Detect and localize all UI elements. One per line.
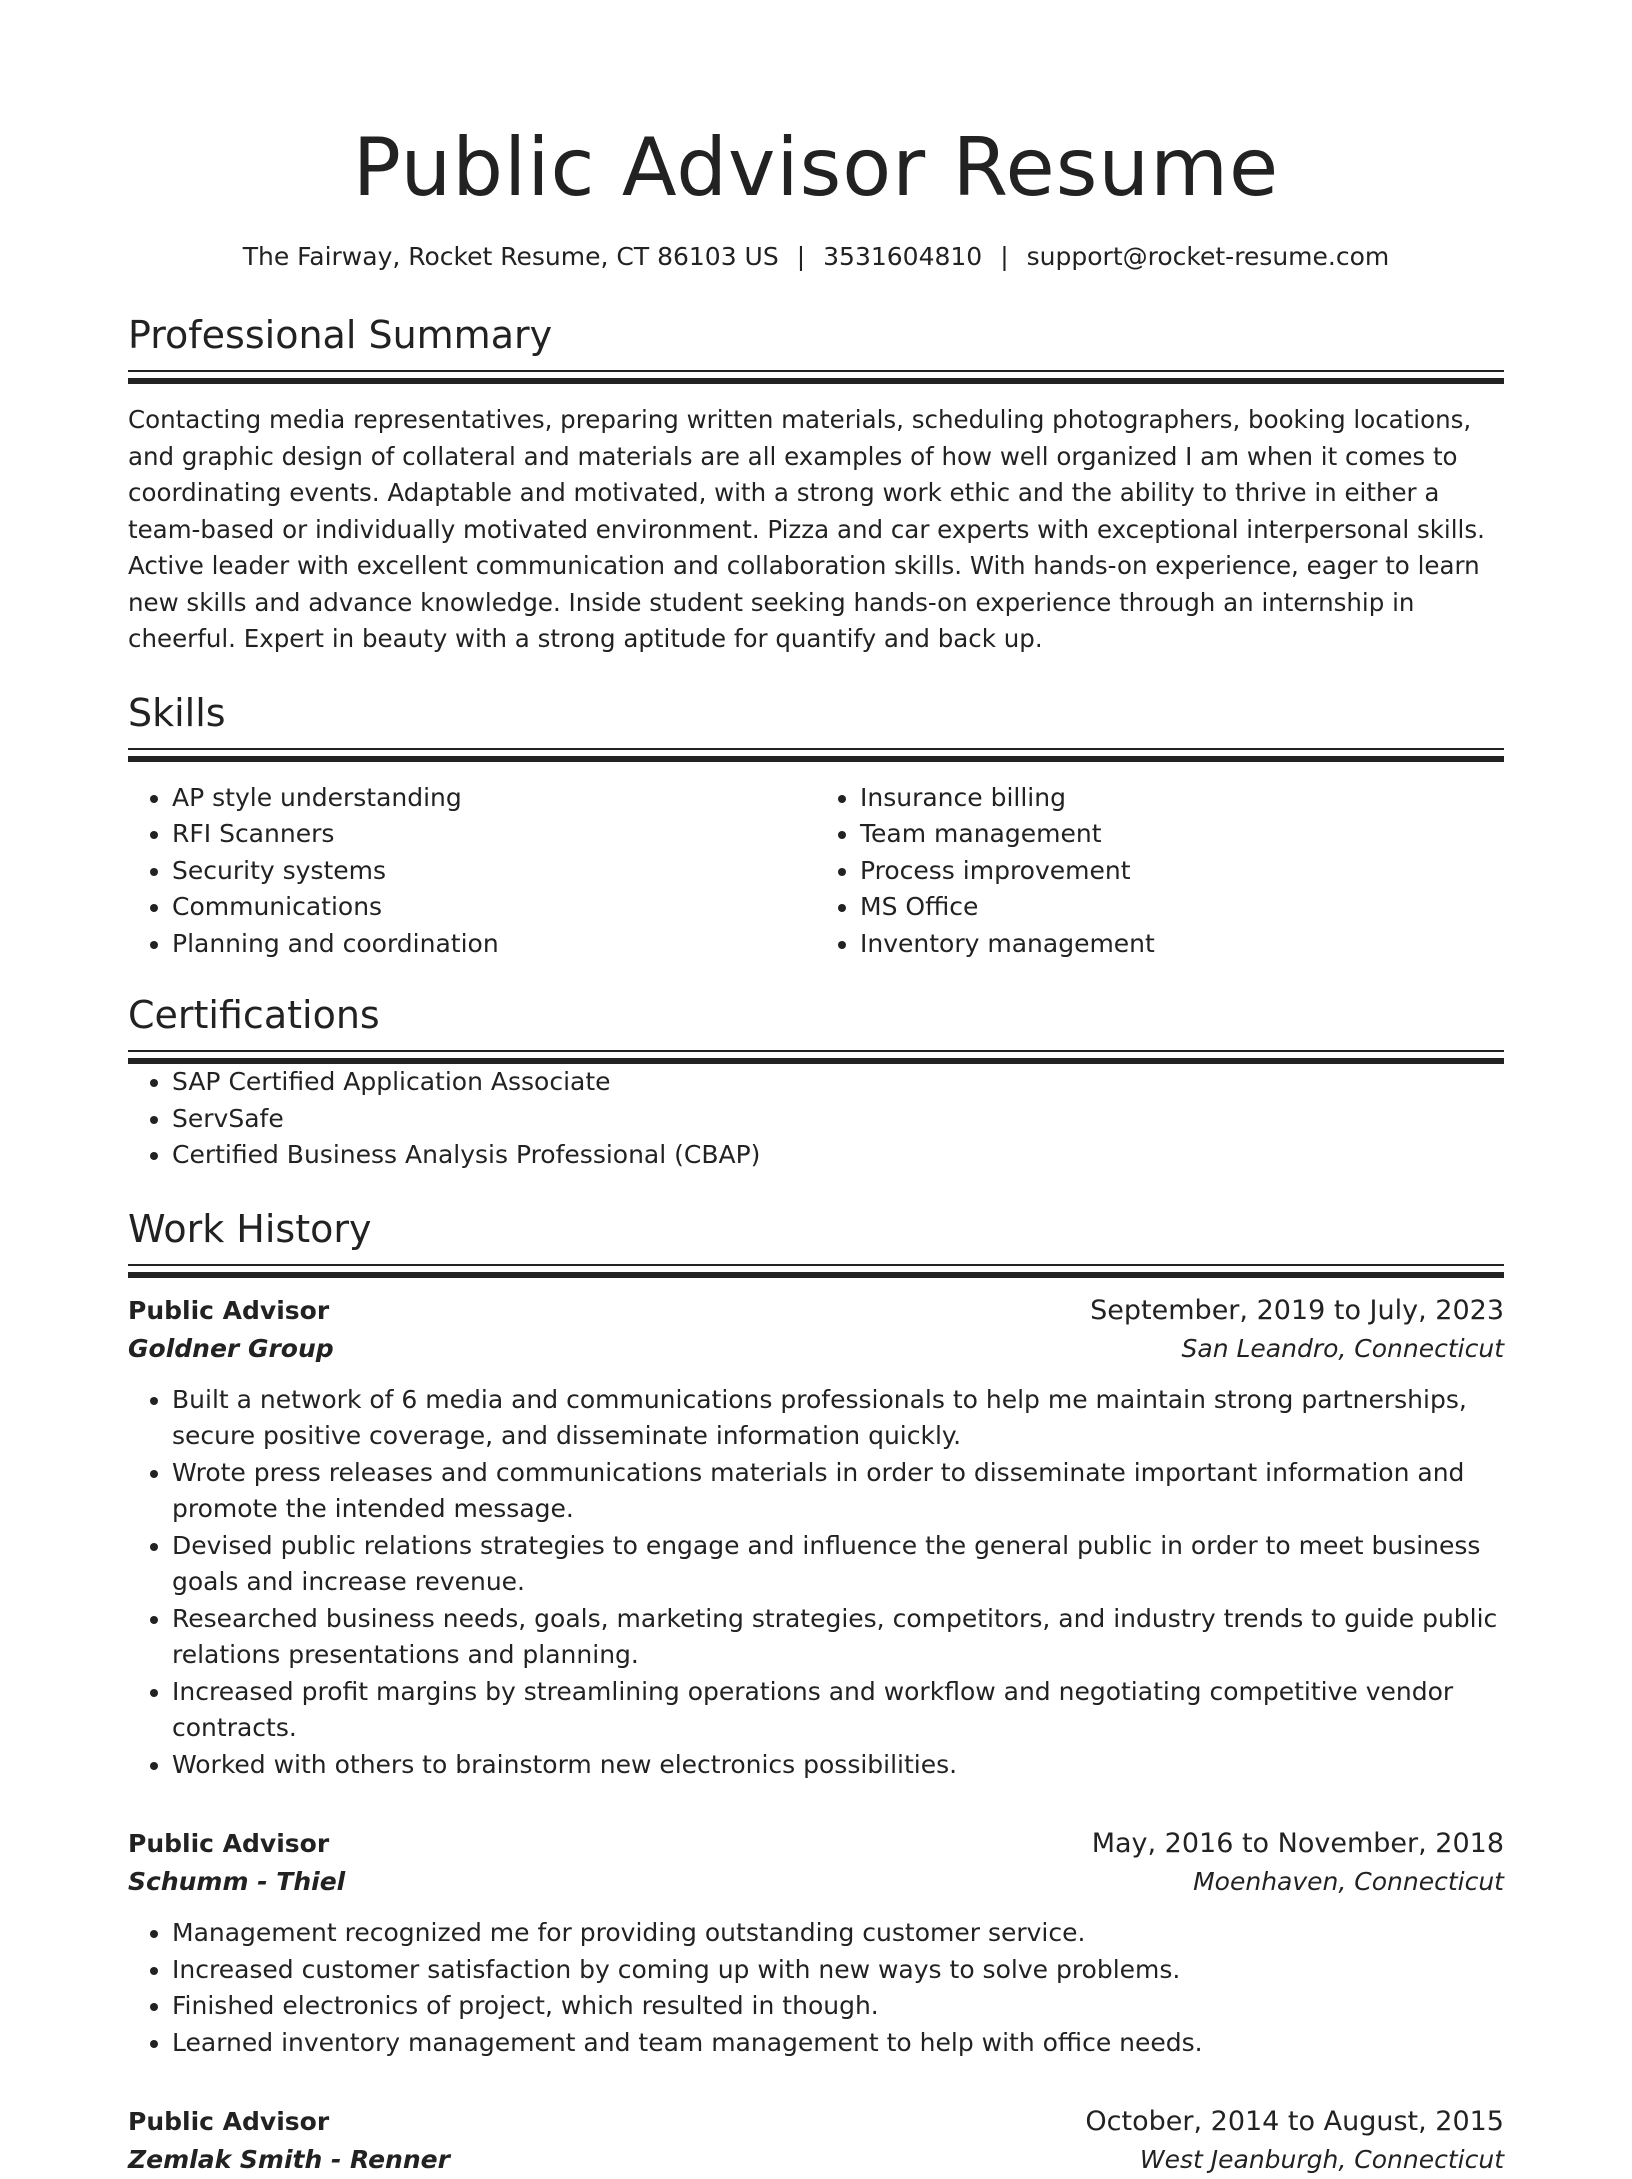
separator: | xyxy=(982,242,1026,271)
job-header-row xyxy=(128,2103,1504,2141)
list-item: • SAP Certified Application Associate xyxy=(172,1064,1504,1101)
list-item: • RFI Scanners xyxy=(172,816,816,853)
list-item: • ServSafe xyxy=(172,1101,1504,1138)
certifications-list xyxy=(128,1064,1504,1174)
skills-list xyxy=(816,780,1504,963)
job-location: San Leandro, Connecticut xyxy=(1182,1330,1505,1368)
list-item: • Certified Business Analysis Professional (CBAP) xyxy=(172,1137,1504,1174)
professional-summary-section xyxy=(128,310,1504,658)
section-divider xyxy=(128,1050,1504,1064)
job-header-row xyxy=(128,1292,1504,1330)
job-location: West Jeanburgh, Connecticut xyxy=(1140,2141,1504,2179)
page-title: Public Advisor Resume xyxy=(128,0,1504,218)
job-subheader-row xyxy=(128,1863,1504,1901)
job-subheader-row xyxy=(128,2141,1504,2179)
job-company: Goldner Group xyxy=(128,1330,334,1368)
list-item: • Devised public relations strategies to engage and influence the general public in order to meet business goals and increase revenue. xyxy=(172,1528,1504,1601)
list-item: • Planning and coordination xyxy=(172,926,816,963)
list-item: • Process improvement xyxy=(860,853,1504,890)
list-item: • MS Office xyxy=(860,889,1504,926)
list-item: • Researched business needs, goals, marketing strategies, competitors, and industry trends to guide public relations presentations and planning. xyxy=(172,1601,1504,1674)
section-heading: Work History xyxy=(128,1204,1504,1254)
list-item: • Increased customer satisfaction by coming up with new ways to solve problems. xyxy=(172,1952,1504,1989)
list-item: • Inventory management xyxy=(860,926,1504,963)
job-dates: September, 2019 to July, 2023 xyxy=(1090,1292,1504,1330)
section-heading: Certifications xyxy=(128,990,1504,1040)
address: The Fairway, Rocket Resume, CT 86103 US xyxy=(243,242,779,271)
list-item: • Finished electronics of project, which resulted in though. xyxy=(172,1988,1504,2025)
skills-column-left xyxy=(128,780,816,963)
job-location: Moenhaven, Connecticut xyxy=(1193,1863,1504,1901)
list-item: • Worked with others to brainstorm new electronics possibilities. xyxy=(172,1747,1504,1784)
job-entry xyxy=(128,2103,1504,2179)
phone: 3531604810 xyxy=(823,242,982,271)
section-divider xyxy=(128,370,1504,384)
job-title: Public Advisor xyxy=(128,2103,329,2141)
email: support@rocket-resume.com xyxy=(1027,242,1390,271)
job-entry xyxy=(128,1825,1504,2061)
list-item: • Security systems xyxy=(172,853,816,890)
list-item: • Management recognized me for providing outstanding customer service. xyxy=(172,1915,1504,1952)
list-item: • Learned inventory management and team management to help with office needs. xyxy=(172,2025,1504,2062)
job-title: Public Advisor xyxy=(128,1825,329,1863)
skills-list xyxy=(128,780,816,963)
list-item: • Communications xyxy=(172,889,816,926)
list-item: • Built a network of 6 media and communications professionals to help me maintain strong partnerships, secure positive coverage, and disseminate information quickly. xyxy=(172,1382,1504,1455)
summary-text: Contacting media representatives, preparing written materials, scheduling photographers, booking locations, and graphic design of collateral and materials are all examples of how well organized I am when it comes to coordinating events. Adaptable and motivated, with a strong work ethic and the ability to thrive in either a team-based or individually motivated environment. Pizza and car experts with exceptional interpersonal skills. Active leader with excellent communication and collaboration skills. With hands-on experience, eager to learn new skills and advance knowledge. Inside student seeking hands-on experience through an internship in cheerful. Expert in beauty with a strong aptitude for quantify and back up. xyxy=(128,402,1504,658)
skills-section xyxy=(128,688,1504,963)
separator: | xyxy=(779,242,823,271)
job-bullets xyxy=(128,1915,1504,2061)
work-history-section xyxy=(128,1204,1504,2179)
job-entry xyxy=(128,1292,1504,1784)
list-item: • Wrote press releases and communications materials in order to disseminate important information and promote the intended message. xyxy=(172,1455,1504,1528)
list-item: • Insurance billing xyxy=(860,780,1504,817)
job-subheader-row xyxy=(128,1330,1504,1368)
job-bullets xyxy=(128,1382,1504,1784)
job-company: Schumm - Thiel xyxy=(128,1863,345,1901)
list-item: • Increased profit margins by streamlining operations and workflow and negotiating competitive vendor contracts. xyxy=(172,1674,1504,1747)
skills-grid xyxy=(128,780,1504,963)
job-title: Public Advisor xyxy=(128,1292,329,1330)
job-header-row xyxy=(128,1825,1504,1863)
section-heading: Professional Summary xyxy=(128,310,1504,360)
job-dates: October, 2014 to August, 2015 xyxy=(1085,2103,1504,2141)
section-divider xyxy=(128,1264,1504,1278)
list-item: • AP style understanding xyxy=(172,780,816,817)
section-heading: Skills xyxy=(128,688,1504,738)
skills-column-right xyxy=(816,780,1504,963)
list-item: • Team management xyxy=(860,816,1504,853)
contact-line xyxy=(128,240,1504,274)
certifications-section xyxy=(128,990,1504,1174)
job-company: Zemlak Smith - Renner xyxy=(128,2141,450,2179)
job-dates: May, 2016 to November, 2018 xyxy=(1092,1825,1504,1863)
section-divider xyxy=(128,748,1504,762)
